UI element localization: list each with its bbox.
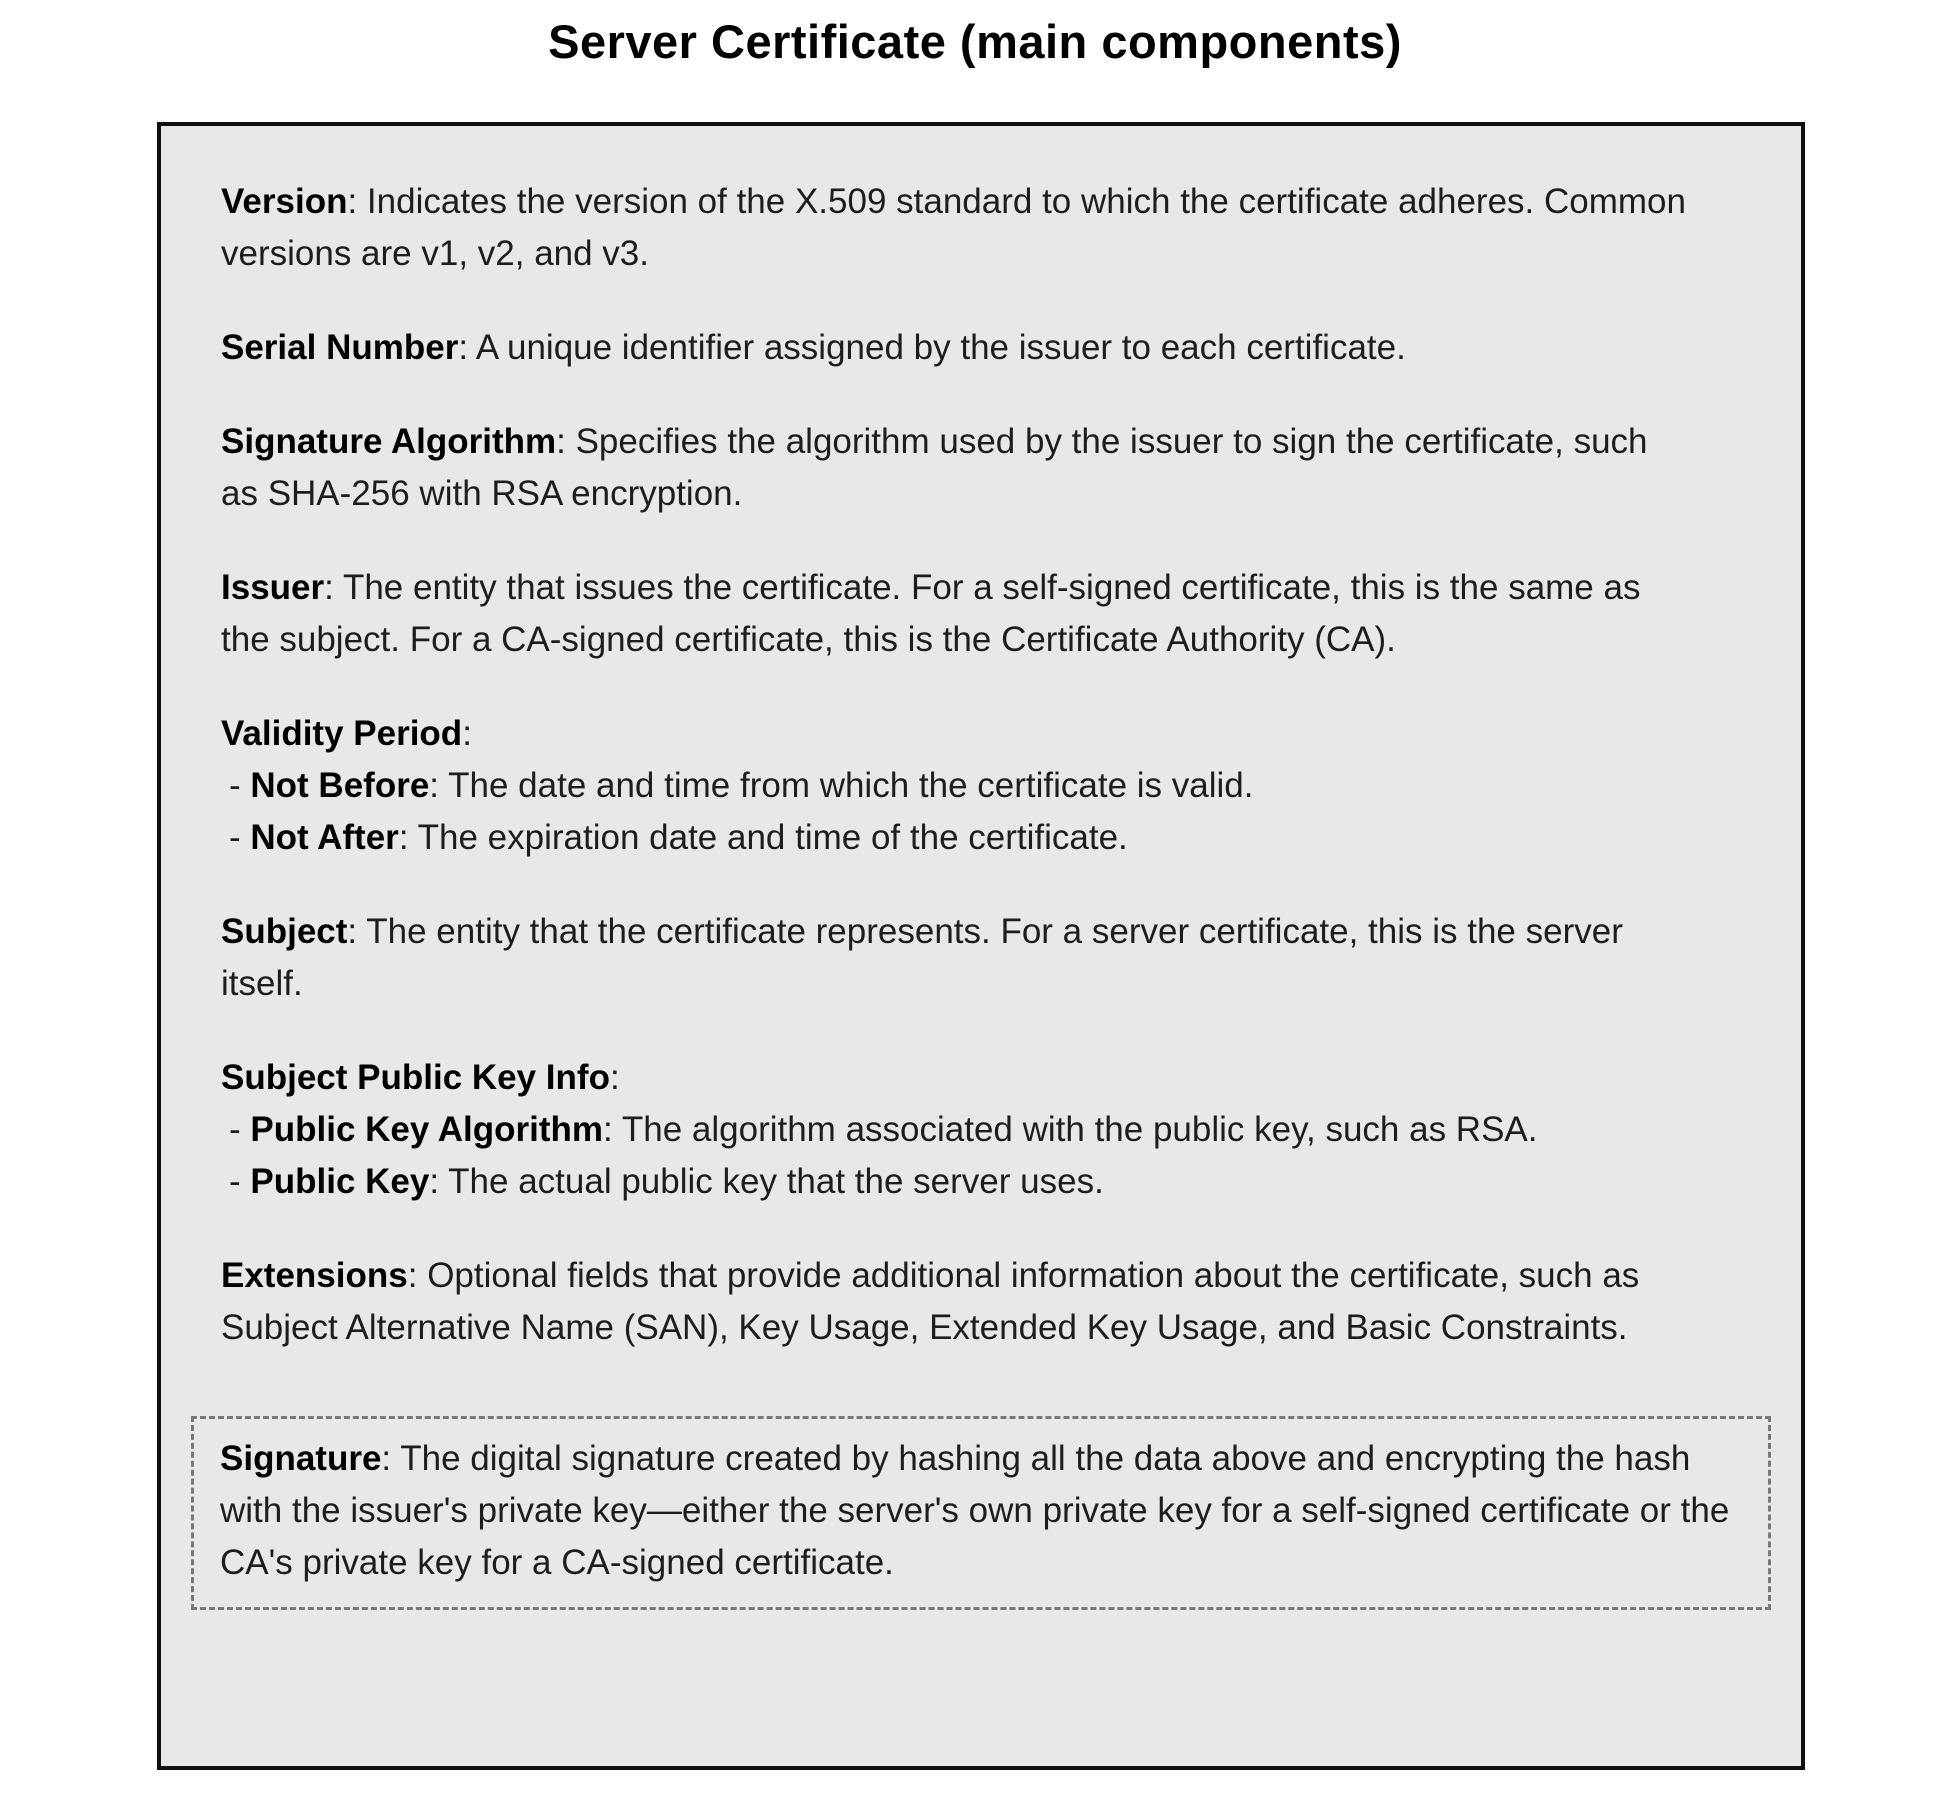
section-issuer [221, 562, 1686, 666]
field-label-not-before: Not Before [250, 766, 430, 805]
section-extensions [221, 1250, 1686, 1354]
colon: : [381, 1439, 392, 1478]
bullet-not-before [221, 760, 1686, 812]
certificate-box [157, 122, 1805, 1770]
spki-heading [221, 1052, 1686, 1104]
field-label-extensions: Extensions [221, 1256, 408, 1295]
field-text-serial-number: A unique identifier assigned by the issuer to each certificate. [475, 328, 1406, 367]
section-subject [221, 906, 1686, 1010]
field-text-not-before: The date and time from which the certificate is valid. [448, 766, 1254, 805]
colon: : [407, 1256, 418, 1295]
field-label-public-key-algorithm: Public Key Algorithm [250, 1110, 604, 1149]
field-text-signature-algorithm: Specifies the algorithm used by the issuer to sign the certificate, such as SHA-256 with RSA encryption. [221, 422, 1648, 513]
bullet-public-key-algorithm [221, 1104, 1686, 1156]
field-text-public-key: The actual public key that the server uses. [448, 1162, 1104, 1201]
field-text-signature: The digital signature created by hashing all the data above and encrypting the hash with the issuer's private key—either the server's own private key for a self-signed certificate or the CA's private key for a CA-signed certificate. [220, 1439, 1730, 1582]
field-text-issuer: The entity that issues the certificate. For a self-signed certificate, this is the same as the subject. For a CA-signed certificate, this is the Certificate Authority (CA). [221, 568, 1641, 659]
field-label-signature-algorithm: Signature Algorithm [221, 422, 557, 461]
colon: : [603, 1110, 613, 1149]
bullet-dash: - [229, 1162, 241, 1201]
signature-section [191, 1416, 1771, 1610]
field-text-subject: The entity that the certificate represents. For a server certificate, this is the server itself. [221, 912, 1623, 1003]
field-label-serial-number: Serial Number [221, 328, 459, 367]
colon: : [429, 1162, 440, 1201]
section-subject-public-key-info [221, 1052, 1686, 1208]
field-label-signature: Signature [220, 1439, 382, 1478]
field-text-not-after: The expiration date and time of the certificate. [417, 818, 1128, 857]
colon: : [347, 182, 358, 221]
colon: : [609, 1058, 620, 1097]
colon: : [398, 818, 409, 857]
colon: : [324, 568, 334, 607]
bullet-dash: - [229, 818, 241, 857]
validity-period-heading [221, 708, 1686, 760]
colon: : [462, 714, 472, 753]
field-text-version: Indicates the version of the X.509 standard to which the certificate adheres. Common versions are v1, v2, and v3. [221, 182, 1686, 273]
field-label-validity-period: Validity Period [221, 714, 463, 753]
section-signature [220, 1433, 1742, 1589]
section-version [221, 176, 1686, 280]
field-label-version: Version [221, 182, 348, 221]
field-text-public-key-algorithm: The algorithm associated with the public key, such as RSA. [621, 1110, 1538, 1149]
bullet-dash: - [229, 1110, 241, 1149]
bullet-dash: - [229, 766, 241, 805]
colon: : [347, 912, 358, 951]
page-title: Server Certificate (main components) [548, 15, 1402, 68]
section-signature-algorithm [221, 416, 1686, 520]
bullet-public-key [221, 1156, 1686, 1208]
bullet-not-after [221, 812, 1686, 864]
section-serial-number [221, 322, 1686, 374]
field-label-public-key: Public Key [250, 1162, 430, 1201]
colon: : [556, 422, 566, 461]
colon: : [429, 766, 440, 805]
field-label-spki: Subject Public Key Info [221, 1058, 610, 1097]
field-label-issuer: Issuer [221, 568, 325, 607]
field-label-not-after: Not After [250, 818, 399, 857]
field-text-extensions: Optional fields that provide additional information about the certificate, such as Subject Alternative Name (SAN), Key Usage, Extended Key Usage, and Basic Constraints. [221, 1256, 1640, 1347]
colon: : [458, 328, 469, 367]
field-label-subject: Subject [221, 912, 348, 951]
section-validity-period [221, 708, 1686, 864]
